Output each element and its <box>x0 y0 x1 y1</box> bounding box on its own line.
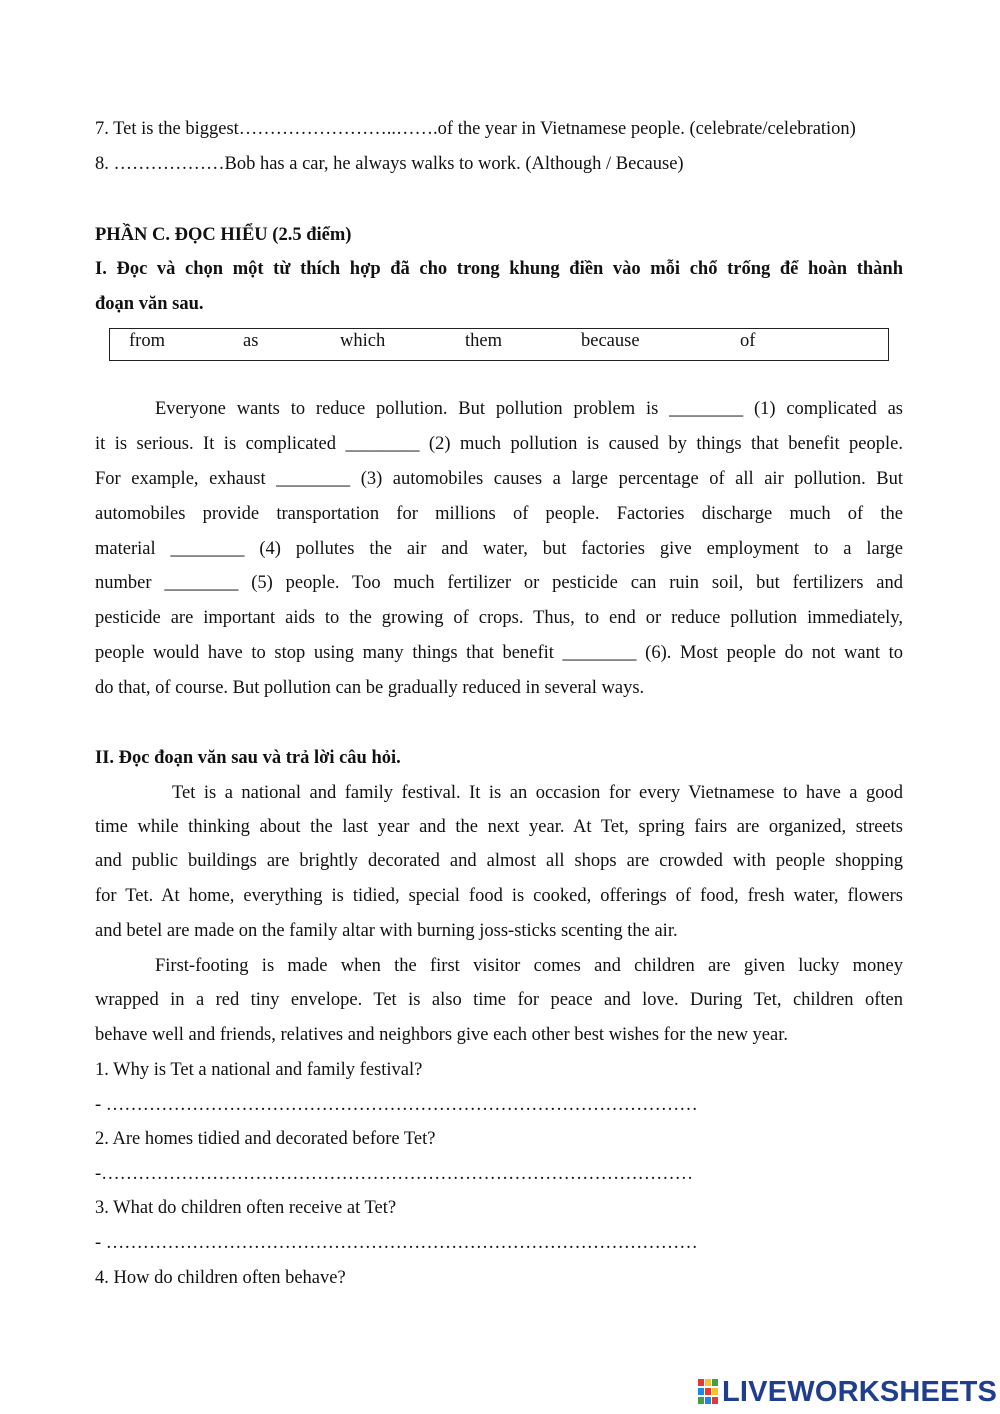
word-option: as <box>243 331 259 351</box>
passage-line: people would have to stop using many things that benefit ________ (6). Most people do not want to <box>95 643 903 663</box>
passage-line: behave well and friends, relatives and neighbors give each other best wishes for the new year. <box>95 1025 788 1045</box>
passage-line: do that, of course. But pollution can be gradually reduced in several ways. <box>95 678 645 698</box>
part1-instruction-cont: đoạn văn sau. <box>95 294 204 314</box>
answer-line-1[interactable]: - …………………………………………………………………………………… <box>95 1095 698 1115</box>
word-option: them <box>465 331 502 351</box>
passage-line: for Tet. At home, everything is tidied, special food is cooked, offerings of food, fresh water, flowers <box>95 886 903 906</box>
question-8: 8. ………………Bob has a car, he always walks to work. (Although / Because) <box>95 154 684 174</box>
passage-line: Everyone wants to reduce pollution. But pollution problem is ________ (1) complicated as <box>155 399 903 419</box>
logo-mark-icon <box>698 1379 720 1407</box>
passage-line: material ________ (4) pollutes the air and water, but factories give employment to a large <box>95 539 903 559</box>
answer-line-2[interactable]: -…………………………………………………………………………………… <box>95 1164 694 1184</box>
passage-line: For example, exhaust ________ (3) automobiles causes a large percentage of all air pollution. But <box>95 469 903 489</box>
passage-line: number ________ (5) people. Too much fertilizer or pesticide can ruin soil, but fertilizers and <box>95 573 903 593</box>
question-1: 1. Why is Tet a national and family festival? <box>95 1060 423 1080</box>
passage-line: and public buildings are brightly decorated and almost all shops are crowded with people shopping <box>95 851 903 871</box>
section-c-heading: PHẦN C. ĐỌC HIỂU (2.5 điểm) <box>95 225 352 245</box>
question-7: 7. Tet is the biggest……………………..…….of the year in Vietnamese people. (celebrate/celebration) <box>95 119 856 139</box>
question-2: 2. Are homes tidied and decorated before Tet? <box>95 1129 436 1149</box>
question-4: 4. How do children often behave? <box>95 1268 346 1288</box>
passage-line: wrapped in a red tiny envelope. Tet is also time for peace and love. During Tet, children often <box>95 990 903 1010</box>
liveworksheets-logo <box>698 1374 998 1414</box>
part1-instruction: I. Đọc và chọn một từ thích hợp đã cho trong khung điền vào mỗi chổ trống để hoàn thành <box>95 259 903 279</box>
passage-line: and betel are made on the family altar with burning joss-sticks scenting the air. <box>95 921 678 941</box>
answer-line-3[interactable]: - …………………………………………………………………………………… <box>95 1233 698 1253</box>
word-option: because <box>581 331 640 351</box>
passage-line: automobiles provide transportation for millions of people. Factories discharge much of the <box>95 504 903 524</box>
word-box <box>109 328 889 361</box>
passage-line: it is serious. It is complicated ________ (2) much pollution is caused by things that benefit people. <box>95 434 903 454</box>
passage-line: time while thinking about the last year and the next year. At Tet, spring fairs are organized, streets <box>95 817 903 837</box>
part2-heading: II. Đọc đoạn văn sau và trả lời câu hỏi. <box>95 748 401 768</box>
word-option: which <box>340 331 386 351</box>
passage-line: First-footing is made when the first visitor comes and children are given lucky money <box>155 956 903 976</box>
passage-line: pesticide are important aids to the growing of crops. Thus, to end or reduce pollution immediately, <box>95 608 903 628</box>
word-option: from <box>129 331 165 351</box>
logo-text: LIVEWORKSHEETS <box>722 1376 998 1408</box>
word-option: of <box>740 331 756 351</box>
passage-line: Tet is a national and family festival. It is an occasion for every Vietnamese to have a good <box>172 783 903 803</box>
question-3: 3. What do children often receive at Tet? <box>95 1198 397 1218</box>
